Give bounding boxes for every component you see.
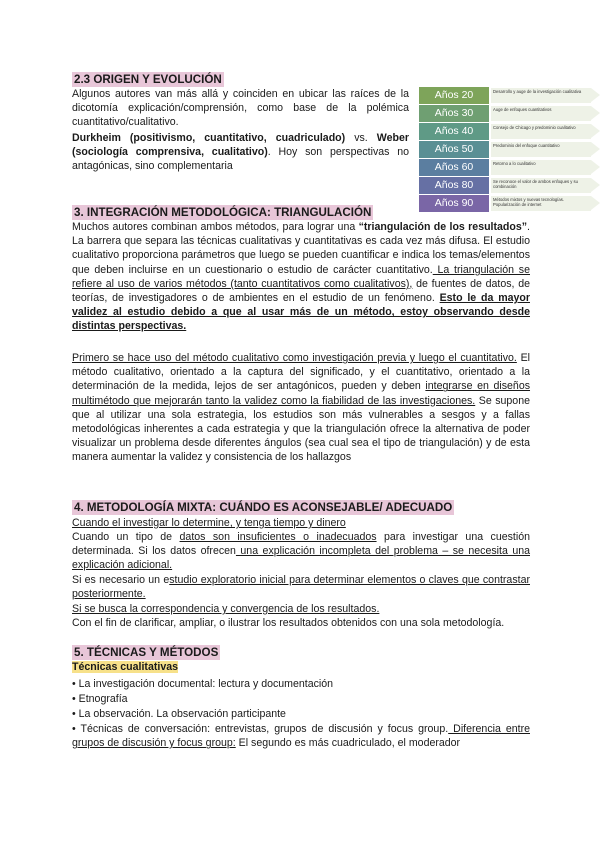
list-item: • Técnicas de conversación: entrevistas, grupos de discusión y focus group. Diferencia entre grupos de discusión y focus group: El segundo es más cuadriculado, el moderador <box>72 723 530 750</box>
paragraph-triangulacion: Muchos autores combinan ambos métodos, para lograr una “triangulación de los resultados”. La barrera que separa las técnicas cualitativas y cuantitativas es cada vez más difusa. El estudio cualitativo proporciona parámetros que luego se pueden cuantificar e indica los temas/elementos que deben incluirse en un cuestionario o estudio de carácter cuantitativo. La triangulación se refiere al uso de varios métodos (tanto cuantitativos como cualitativos), de fuentes de datos, de teorías, de investigadores o de ambientes en el estudio de un fenómeno. Esto le da mayor validez al estudio debido a que al usar más de un método, estoy observando desde distintas perspectivas. <box>72 221 530 333</box>
arrow-icon <box>591 160 600 174</box>
timeline-label: Años 20 <box>419 87 489 104</box>
timeline-desc: Retorno a lo cualitativo <box>491 160 591 175</box>
timeline-desc: Consejo de Chicago y predominio cualitativo <box>491 124 591 139</box>
timeline-desc: Predominio del enfoque cuantitativo <box>491 142 591 157</box>
timeline-label: Años 60 <box>419 159 489 176</box>
timeline-label: Años 50 <box>419 141 489 158</box>
timeline-label: Años 40 <box>419 123 489 140</box>
heading-tecnicas-metodos: 5. TÉCNICAS Y MÉTODOS <box>74 646 219 659</box>
list-item: Si es necesario un estudio exploratorio inicial para determinar elementos o claves que contrastar posteriormente. <box>72 574 530 601</box>
timeline-row <box>419 87 600 104</box>
list-item: Con el fin de clarificar, ampliar, o ilustrar los resultados obtenidos con una sola metodología. <box>72 617 505 629</box>
arrow-icon <box>591 124 600 138</box>
list-item: Cuando el investigar lo determine, y tenga tiempo y dinero <box>72 517 346 529</box>
timeline-desc: Auge de enfoques cuantitativos <box>491 106 591 121</box>
timeline-row <box>419 177 600 194</box>
heading-origen-evolucion: 2.3 ORIGEN Y EVOLUCIÓN <box>74 73 222 86</box>
timeline-desc: Métodos mixtos y nuevas tecnologías. Popularización de internet <box>491 196 591 211</box>
arrow-icon <box>591 88 600 102</box>
arrow-icon <box>591 178 600 192</box>
timeline-row <box>419 141 600 158</box>
timeline-desc: Desarrollo y auge de la investigación cualitativa <box>491 88 591 103</box>
list-item: Si se busca la correspondencia y convergencia de los resultados. <box>72 603 380 615</box>
arrow-icon <box>591 142 600 156</box>
list-item: Cuando un tipo de datos son insuficientes o inadecuados para investigar una cuestión determinada. Si los datos ofrecen una explicación incompleta del problema – se necesita una explicación adicional. <box>72 531 531 572</box>
arrow-icon <box>591 106 600 120</box>
subheading-tecnicas-cualitativas: Técnicas cualitativas <box>72 661 178 673</box>
list-item: • La observación. La observación participante <box>72 708 286 720</box>
heading-triangulacion: 3. INTEGRACIÓN METODOLÓGICA: TRIANGULACIÓN <box>74 206 372 219</box>
list-item: • La investigación documental: lectura y documentación <box>72 678 334 690</box>
timeline-row <box>419 195 600 212</box>
timeline-row <box>419 123 600 140</box>
timeline-row <box>419 159 600 176</box>
paragraph-durkheim-weber: Durkheim (positivismo, cuantitativo, cuadriculado) vs. Weber (sociología comprensiva, cualitativo). Hoy son perspectivas no antagónicas, sino complementaria <box>72 132 410 173</box>
timeline-desc: Se reconoce el valor de ambos enfoques y su combinación <box>491 178 591 193</box>
timeline-label: Años 80 <box>419 177 489 194</box>
timeline-label: Años 30 <box>419 105 489 122</box>
paragraph-origen: Algunos autores van más allá y coinciden en ubicar las raíces de la dicotomía explicación/comprensión, como base de la polémica cuantitativo/cualitativo. <box>72 88 409 129</box>
paragraph-metodo-previo: Primero se hace uso del método cualitativo como investigación previa y luego el cuantitativo. El método cualitativo, orientado a la captura del significado, y el cuantitativo, orientado a la determinación de la medida, lejos de ser antagónicos, pueden y deben integrarse en diseños multimétodo que mejorarán tanto la validez como la fiabilidad de las investigaciones. Se supone que al utilizar una sola estrategia, los estudios son más vulnerables a sesgos y a fallas metodológicas inherentes a cada estrategia y que la triangulación ofrece la alternativa de poder visualizar un problema desde diferentes ángulos (sea cual sea el tipo de triangulación) y de esta manera aumentar la validez y consistencia de los hallazgos <box>72 352 531 464</box>
arrow-icon <box>591 196 600 210</box>
timeline-row <box>419 105 600 122</box>
timeline-label: Años 90 <box>419 195 489 212</box>
list-item: • Etnografía <box>72 693 128 705</box>
heading-metodologia-mixta: 4. METODOLOGÍA MIXTA: CUÁNDO ES ACONSEJABLE/ ADECUADO <box>74 501 453 514</box>
